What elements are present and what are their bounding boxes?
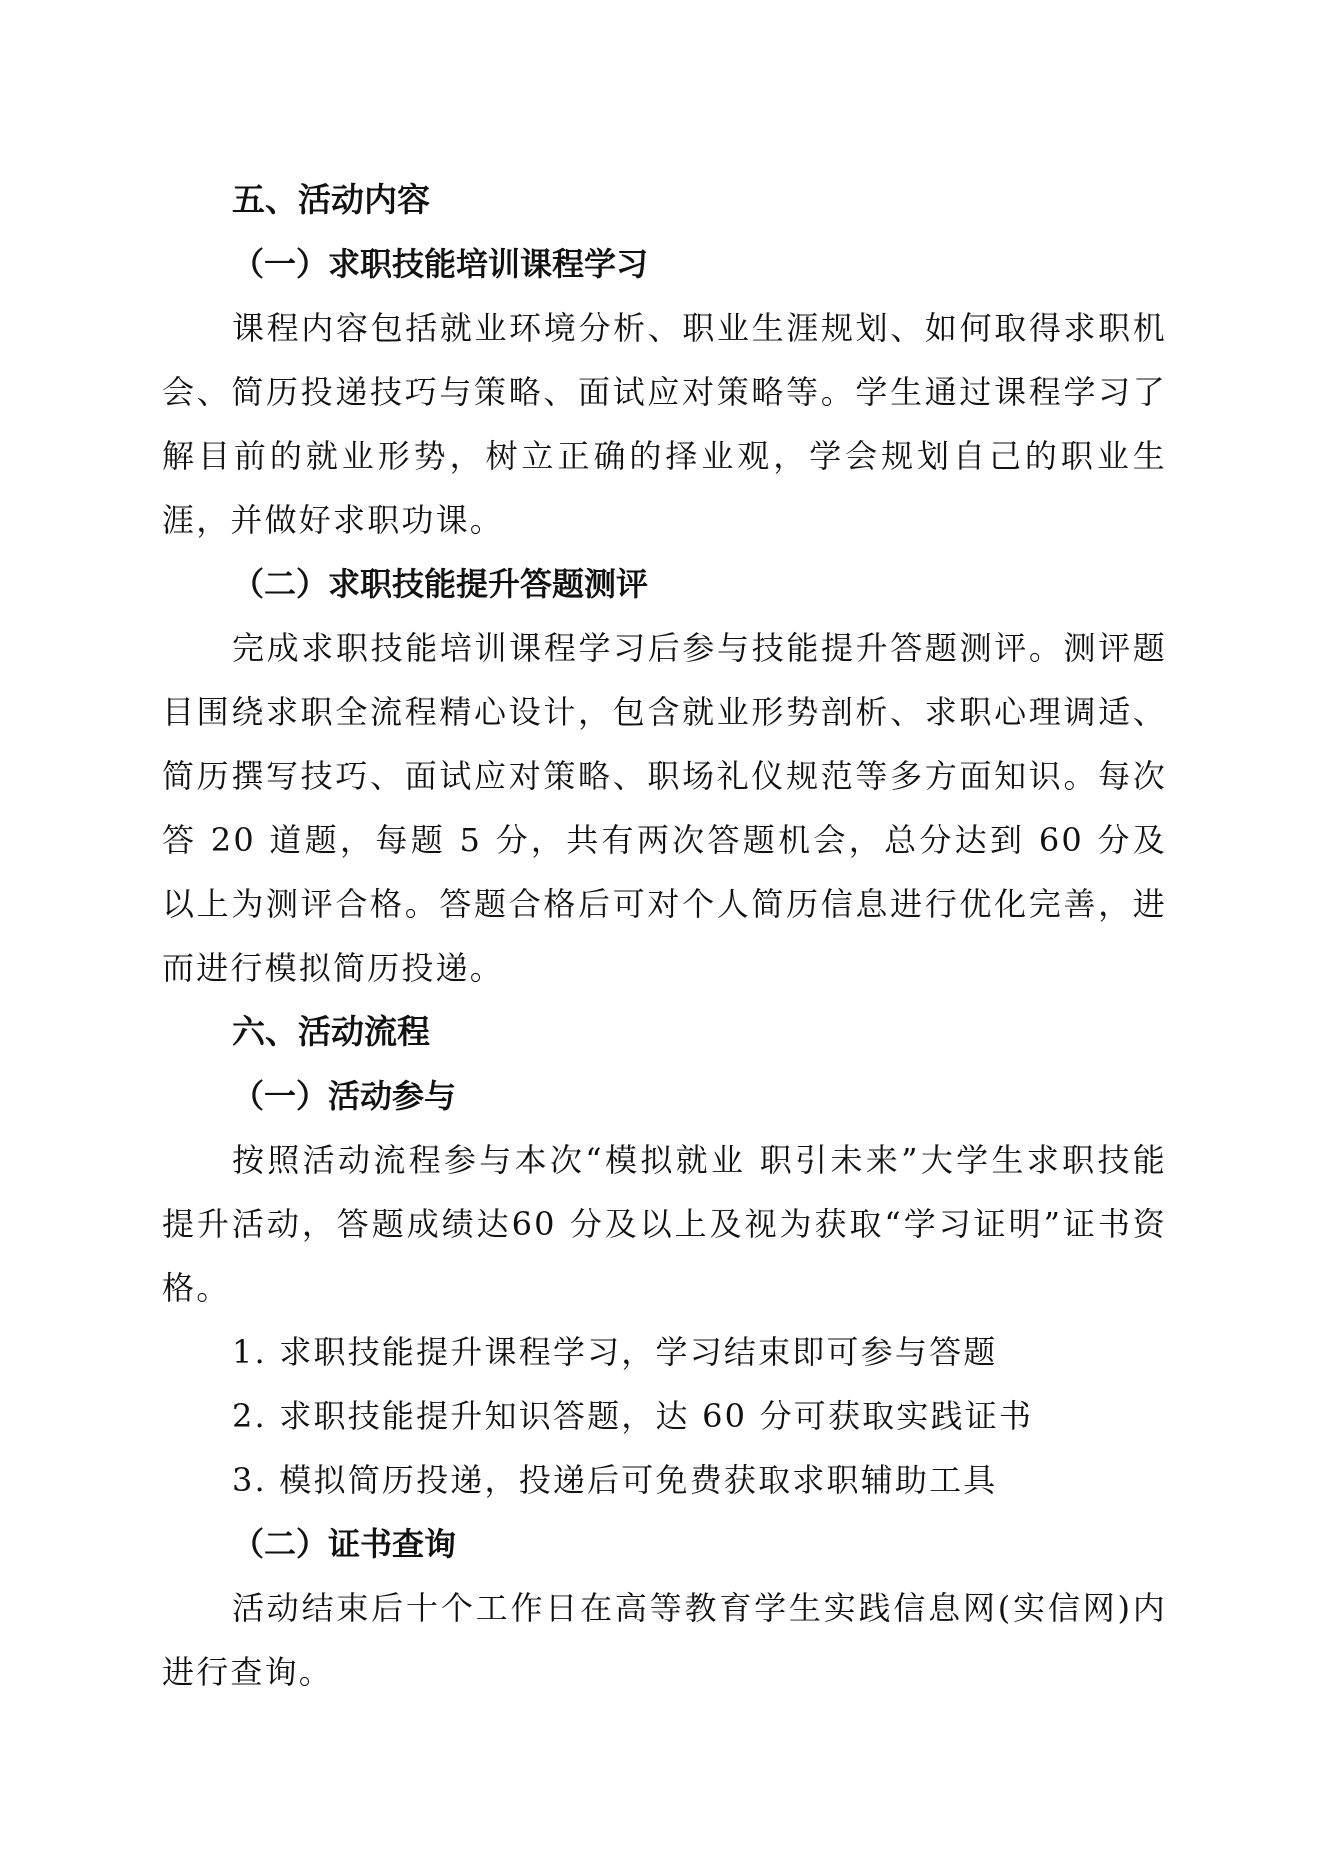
section-6-1-heading: （一）活动参与 [232, 1077, 457, 1115]
section-5-1-heading: （一）求职技能培训课程学习 [232, 245, 649, 283]
list-item: 2. 求职技能提升知识答题，达 60 分可获取实践证书 [232, 1397, 1034, 1435]
section-6-heading: 六、活动流程 [232, 1012, 430, 1051]
list-item: 1. 求职技能提升课程学习，学习结束即可参与答题 [232, 1333, 998, 1371]
section-6-2-paragraph: 活动结束后十个工作日在高等教育学生实践信息网(实信网)内进行查询。 [162, 1589, 1167, 1691]
list-item: 3. 模拟简历投递，投递后可免费获取求职辅助工具 [232, 1461, 998, 1499]
section-5-1-paragraph: 课程内容包括就业环境分析、职业生涯规划、如何取得求职机会、简历投递技巧与策略、面试应对策略等。学生通过课程学习了解目前的就业形势，树立正确的择业观，学会规划自己的职业生涯，并做好求职功课。 [162, 309, 1167, 539]
section-6-2-heading: （二）证书查询 [232, 1525, 457, 1563]
document-body [162, 168, 1167, 1704]
section-6-1-paragraph: 按照活动流程参与本次“模拟就业 职引未来”大学生求职技能提升活动，答题成绩达60 分及以上及视为获取“学习证明”证书资格。 [162, 1141, 1167, 1307]
section-5-heading: 五、活动内容 [232, 180, 430, 219]
section-5-2-paragraph: 完成求职技能培训课程学习后参与技能提升答题测评。测评题目围绕求职全流程精心设计，包含就业形势剖析、求职心理调适、简历撰写技巧、面试应对策略、职场礼仪规范等多方面知识。每次答 20 道题，每题 5 分，共有两次答题机会，总分达到 60 分及以上为测评合格。答题合格后可对个人简历信息进行优化完善，进而进行模拟简历投递。 [162, 629, 1167, 987]
section-5-2-heading: （二）求职技能提升答题测评 [232, 565, 649, 603]
